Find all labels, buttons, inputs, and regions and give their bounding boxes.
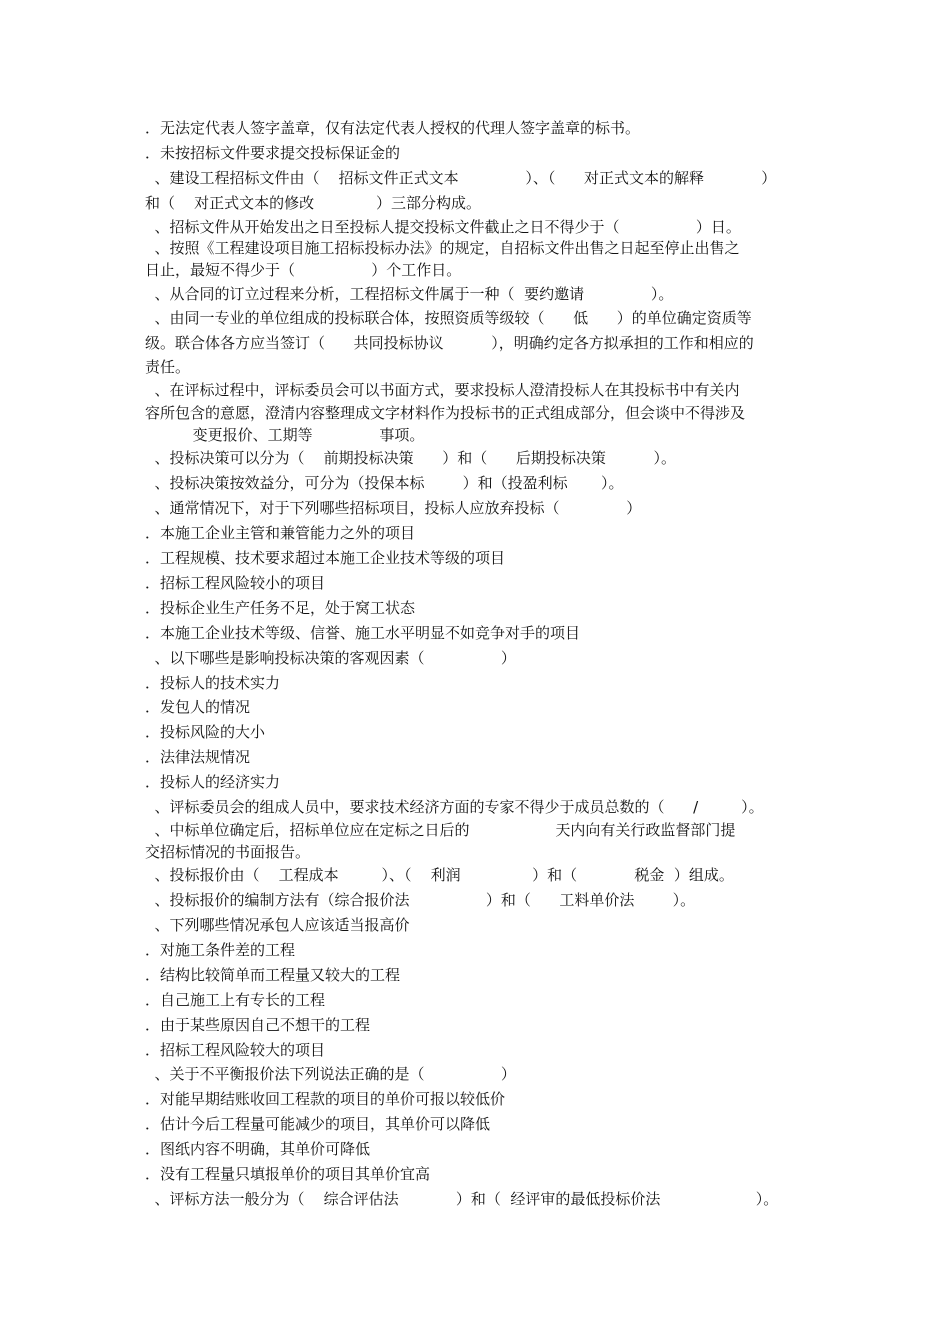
- text-line: 、按照《工程建设项目施工招标投标办法》的规定，自招标文件出售之日起至停止出售之: [145, 239, 740, 257]
- text-line: ．没有工程量只填报单价的项目其单价宜高: [145, 1165, 431, 1183]
- text-line: 变更报价、工期等 事项。: [145, 426, 425, 444]
- text-line: 、关于不平衡报价法下列说法正确的是（ ）: [145, 1065, 516, 1083]
- text-line: ．招标工程风险较大的项目: [145, 1041, 326, 1059]
- text-line: 和（ 对正式文本的修改 ）三部分构成。: [145, 194, 482, 212]
- text-line: ．对施工条件差的工程: [145, 941, 296, 959]
- text-line: ．本施工企业主管和兼管能力之外的项目: [145, 524, 416, 542]
- text-line: 、投标决策可以分为（ 前期投标决策 ）和（ 后期投标决策 ）。: [145, 449, 677, 467]
- text-line: 容所包含的意愿，澄清内容整理成文字材料作为投标书的正式组成部分，但会谈中不得涉及: [145, 404, 746, 422]
- text-line: ．法律法规情况: [145, 748, 251, 766]
- text-line: ．图纸内容不明确，其单价可降低: [145, 1140, 371, 1158]
- text-line: ．招标工程风险较小的项目: [145, 574, 326, 592]
- text-line: 、在评标过程中，评标委员会可以书面方式，要求投标人澄清投标人在其投标书中有关内: [145, 381, 740, 399]
- text-line: ．发包人的情况: [145, 698, 251, 716]
- text-line: 、建设工程招标文件由（ 招标文件正式文本 ）、（ 对正式文本的解释 ）: [145, 169, 777, 187]
- text-line: ．对能早期结账收回工程款的项目的单价可报以较低价: [145, 1090, 506, 1108]
- text-line: 、招标文件从开始发出之日至投标人提交投标文件截止之日不得少于（ ）日。: [145, 218, 741, 236]
- text-line: ．未按招标文件要求提交投标保证金的: [145, 144, 401, 162]
- text-line: 、投标决策按效益分，可分为（投保本标 ）和（投盈利标 ）。: [145, 474, 624, 492]
- text-line: ．工程规模、技术要求超过本施工企业技术等级的项目: [145, 549, 506, 567]
- text-line: ．投标人的经济实力: [145, 773, 281, 791]
- text-line: ．自己施工上有专长的工程: [145, 991, 326, 1009]
- text-line: 、通常情况下，对于下列哪些招标项目，投标人应放弃投标（ ）: [145, 499, 642, 517]
- text-line: 责任。: [145, 358, 191, 376]
- text-line: 、投标报价的编制方法有（综合报价法 ）和（ 工料单价法 ）。: [145, 891, 696, 909]
- text-line: 、投标报价由（ 工程成本 ）、（ 利润 ）和（ 税金 ）组成。: [145, 866, 734, 884]
- text-line: 、以下哪些是影响投标决策的客观因素（ ）: [145, 649, 516, 667]
- text-line: ．投标风险的大小: [145, 723, 266, 741]
- text-line: 、从合同的订立过程来分析，工程招标文件属于一种（ 要约邀请 ）。: [145, 285, 674, 303]
- text-line: 日止，最短不得少于（ ）个工作日。: [145, 261, 462, 279]
- text-line: 交招标情况的书面报告。: [145, 843, 311, 861]
- text-line: ．投标企业生产任务不足，处于窝工状态: [145, 599, 416, 617]
- text-line: 级。联合体各方应当签订（ 共同投标协议 ），明确约定各方拟承担的工作和相应的: [145, 334, 754, 352]
- text-line: 、评标方法一般分为（ 综合评估法 ）和（ 经评审的最低投标价法 ）。: [145, 1190, 779, 1208]
- text-line: 、中标单位确定后，招标单位应在定标之日后的 天内向有关行政监督部门提: [145, 821, 736, 839]
- text-line: ．无法定代表人签字盖章，仅有法定代表人授权的代理人签字盖章的标书。: [145, 119, 641, 137]
- text-line: ．估计今后工程量可能减少的项目，其单价可以降低: [145, 1115, 491, 1133]
- text-line: ．投标人的技术实力: [145, 674, 281, 692]
- text-line: 、下列哪些情况承包人应该适当报高价: [145, 916, 410, 934]
- text-line: ．结构比较简单而工程量又较大的工程: [145, 966, 401, 984]
- text-line: 、由同一专业的单位组成的投标联合体，按照资质等级较（ 低 ）的单位确定资质等: [145, 309, 752, 327]
- text-line: 、评标委员会的组成人员中，要求技术经济方面的专家不得少于成员总数的（ / ）。: [145, 798, 764, 816]
- text-line: ．本施工企业技术等级、信誉、施工水平明显不如竞争对手的项目: [145, 624, 581, 642]
- text-line: ．由于某些原因自己不想干的工程: [145, 1016, 371, 1034]
